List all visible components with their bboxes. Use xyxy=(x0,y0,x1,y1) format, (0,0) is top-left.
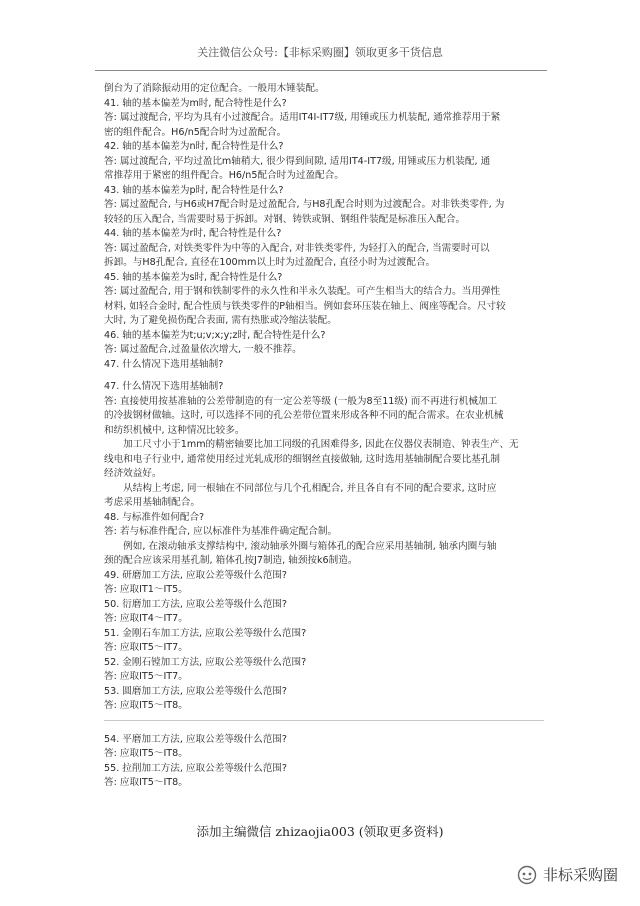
wechat-watermark xyxy=(517,864,618,885)
answer-line: 答: 应取IT5～IT7。 xyxy=(104,671,188,682)
answer-line: 密的组件配合。H6/n5配合时为过盈配合。 xyxy=(104,126,287,138)
paragraph-line: 考虑采用基轴制配合。 xyxy=(104,497,200,508)
answer-line: 答: 属过盈配合,过盈量依次增大, 一般不推荐。 xyxy=(104,344,302,355)
question-line: 41. 轴的基本偏差为m时, 配合特性是什么? xyxy=(104,97,287,109)
answer-line: 大时, 为了避免损伤配合表面, 需有热胀或冷缩法装配。 xyxy=(104,315,337,326)
answer-line: 答: 应取IT5～IT8。 xyxy=(104,748,188,759)
question-line: 46. 轴的基本偏差为t;u;v;x;y;z时, 配合特性是什么? xyxy=(104,329,326,341)
answer-line: 答: 应取IT5～IT7。 xyxy=(104,642,188,653)
answer-line: 答: 应取IT5～IT8。 xyxy=(104,700,188,711)
answer-line: 材料, 如轻合金时, 配合性质与铁类零件的P轴相当。例如套环压装在轴上、阀座等配合。尺寸较 xyxy=(104,300,506,312)
paragraph-line: 经济效益好。 xyxy=(104,468,162,479)
question-line: 50. 衍磨加工方法, 应取公差等级什么范围? xyxy=(104,598,287,610)
spacer xyxy=(104,372,544,380)
question-line: 48. 与标准件如何配合? xyxy=(104,511,205,523)
question-line: 49. 研磨加工方法, 应取公差等级什么范围? xyxy=(104,569,287,581)
paragraph-line: 例如, 在滚动轴承支撑结构中, 滚动轴承外圈与箱体孔的配合应采用基轴制, 轴承内圈与轴 xyxy=(104,540,497,552)
answer-line: 答: 属过渡配合, 平均过盈比m轴稍大, 很少得到间隙, 适用IT4-IT7级, 用锤或压力机装配, 通 xyxy=(104,155,491,167)
answer-line: 答: 属过渡配合, 平均为具有小过渡配合。适用IT4I-IT7级, 用锤或压力机装配, 通常推荐用于紧 xyxy=(104,112,501,123)
question-line: 42. 轴的基本偏差为n时, 配合特性是什么? xyxy=(104,141,284,152)
paragraph-line: 从结构上考虑, 同一根轴在不同部位与几个孔相配合, 并且各自有不同的配合要求, 这时应 xyxy=(104,482,497,494)
text-line: 倒台为了消除振动用的定位配合。一般用木锤装配。 xyxy=(104,83,325,94)
question-line: 53. 圆磨加工方法, 应取公差等级什么范围? xyxy=(104,685,287,697)
answer-line: 答: 应取IT1～IT5。 xyxy=(104,584,188,595)
answer-line: 答: 属过盈配合, 对铁类零件为中等的入配合, 对非铁类零件, 为轻打入的配合, 当需要时可以 xyxy=(104,242,490,254)
answer-line: 拆卸。与H8孔配合, 直径在100mm以上时为过盈配合, 直径小时为过渡配合。 xyxy=(104,257,436,268)
question-line: 45. 轴的基本偏差为s时, 配合特性是什么? xyxy=(104,271,283,283)
answer-line: 和纺织机械中, 这种情况比较多。 xyxy=(104,424,245,436)
paragraph-line: 线电和电子行业中, 通常使用经过光轧成形的细钢丝直接做轴, 这时选用基轴制配合要比基孔制 xyxy=(104,453,500,465)
question-line: 52. 金刚石镗加工方法, 应取公差等级什么范围? xyxy=(104,656,307,668)
answer-line: 答: 应取IT5～IT8。 xyxy=(104,777,188,788)
question-line: 54. 平磨加工方法, 应取公差等级什么范围? xyxy=(104,733,287,745)
answer-line: 答: 属过盈配合, 与H6或H7配合时是过盈配合, 与H8孔配合时则为过渡配合。对非铁类零件, 为 xyxy=(104,199,505,210)
answer-line: 的冷拔钢材做轴。这时, 可以选择不同的孔公差带位置来形成各种不同的配合需求。在农业机械 xyxy=(104,410,504,421)
question-line: 55. 拉削加工方法, 应取公差等级什么范围? xyxy=(104,762,287,774)
page-footer: 添加主编微信 zhizaojia003 (领取更多资料) xyxy=(196,824,444,839)
page-break-divider xyxy=(104,720,544,721)
header-divider xyxy=(95,70,547,71)
paragraph-line: 加工尺寸小于1mm的精密轴要比加工同级的孔困难得多, 因此在仪器仪表制造、钟表生产、无 xyxy=(104,439,519,450)
answer-line: 常推荐用于紧密的组件配合。H6/n5配合时为过盈配合。 xyxy=(104,170,344,181)
question-line: 44. 轴的基本偏差为r时, 配合特性是什么? xyxy=(104,228,282,239)
question-line: 43. 轴的基本偏差为p时, 配合特性是什么? xyxy=(104,184,284,196)
answer-line: 较轻的压入配合, 当需要时易于拆卸。对钢、铸铁或铜、钢组件装配是标准压入配合。 xyxy=(104,213,466,225)
question-line: 51. 金刚石车加工方法, 应取公差等级什么范围? xyxy=(104,627,307,639)
question-line: 47. 什么情况下选用基轴制? xyxy=(104,358,224,370)
answer-line: 答: 属过盈配合, 用于钢和铁制零件的永久性和半永久装配。可产生相当大的结合力。当用弹性 xyxy=(104,286,501,297)
page-header: 关注微信公众号:【非标采购圈】领取更多干货信息 xyxy=(197,46,443,59)
watermark-text: 非标采购圈 xyxy=(542,866,618,884)
answer-line: 答: 直接使用按基准轴的公差带制造的有一定公差等级 (一般为8至11级) 而不再进行机械加工 xyxy=(104,395,498,407)
question-line: 47. 什么情况下选用基轴制? xyxy=(104,381,224,392)
document-body xyxy=(104,82,544,791)
paragraph-line: 颈的配合应该采用基孔制, 箱体孔按J7制造, 轴颈按k6制造。 xyxy=(104,555,358,566)
answer-line: 答: 应取IT4～IT7。 xyxy=(104,613,188,624)
wechat-channel-icon xyxy=(517,865,537,885)
answer-line: 答: 若与标准件配合, 应以标准件为基准件确定配合制。 xyxy=(104,526,338,537)
